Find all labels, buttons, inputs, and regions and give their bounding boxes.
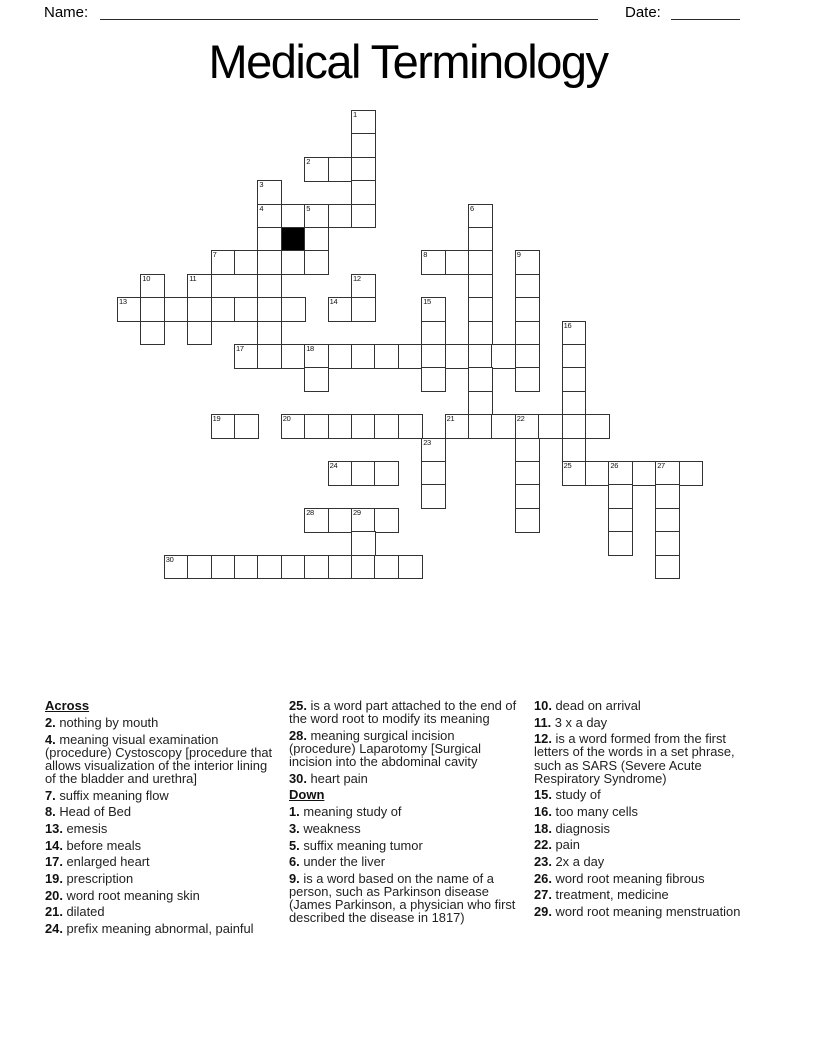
grid-cell[interactable] (351, 180, 376, 205)
grid-cell[interactable] (328, 461, 353, 486)
cell-number: 24 (329, 461, 338, 470)
grid-cell[interactable] (562, 367, 587, 392)
grid-cell[interactable] (281, 414, 306, 439)
clue-number: 12. (534, 731, 552, 747)
grid-cell[interactable] (421, 321, 446, 346)
grid-cell[interactable] (304, 157, 329, 182)
grid-cell[interactable] (421, 461, 446, 486)
grid-cell[interactable] (538, 414, 563, 439)
clue-item-20: 20. word root meaning skin (45, 887, 200, 903)
grid-cell[interactable] (304, 555, 329, 580)
grid-cell[interactable] (398, 344, 423, 369)
grid-cell[interactable] (234, 250, 259, 275)
grid-cell[interactable] (608, 461, 633, 486)
clue-list (45, 699, 771, 939)
clue-number: 16. (534, 804, 552, 820)
cell-number: 16 (563, 320, 572, 330)
grid-cell[interactable] (655, 555, 680, 580)
cell-number: 17 (236, 344, 244, 353)
grid-cell[interactable] (655, 531, 680, 556)
grid-cell[interactable] (281, 344, 306, 369)
grid-cell[interactable] (328, 508, 353, 533)
clue-number: 9. (289, 871, 300, 887)
grid-cell[interactable] (468, 391, 493, 416)
grid-cell[interactable] (374, 508, 399, 533)
grid-cell[interactable] (351, 555, 376, 580)
clue-number: 15. (534, 787, 552, 803)
grid-cell[interactable] (211, 555, 236, 580)
grid-cell[interactable] (608, 484, 633, 509)
grid-cell[interactable] (445, 250, 470, 275)
grid-cell[interactable] (468, 321, 493, 346)
clue-item-7: 7. suffix meaning flow (45, 787, 169, 803)
grid-cell[interactable] (515, 461, 540, 486)
grid-cell[interactable] (491, 344, 516, 369)
grid-cell[interactable] (562, 414, 587, 439)
grid-cell[interactable] (328, 297, 353, 322)
clue-number: 30. (289, 770, 307, 786)
grid-cell[interactable] (468, 344, 493, 369)
grid-cell[interactable] (328, 344, 353, 369)
clue-item-30: 30. heart pain (289, 770, 368, 786)
grid-cell[interactable] (351, 508, 376, 533)
cell-number: 8 (423, 250, 428, 260)
cell-number: 11 (189, 273, 197, 283)
grid-cell[interactable] (562, 321, 587, 346)
grid-cell[interactable] (421, 250, 446, 275)
grid-cell[interactable] (608, 531, 633, 556)
grid-cell[interactable] (421, 484, 446, 509)
clue-number: 24. (45, 921, 63, 937)
cell-number: 27 (657, 461, 665, 470)
clue-number: 28. (289, 727, 307, 743)
clue-column-3 (534, 699, 764, 939)
grid-cell[interactable] (257, 321, 282, 346)
grid-cell[interactable] (515, 250, 540, 275)
grid-cell[interactable] (515, 321, 540, 346)
cell-number: 3 (259, 180, 264, 190)
cell-number: 14 (329, 297, 338, 307)
grid-cell[interactable] (328, 414, 353, 439)
grid-cell[interactable] (655, 461, 680, 486)
grid-cell[interactable] (187, 555, 212, 580)
grid-cell[interactable] (515, 414, 540, 439)
clue-number: 21. (45, 904, 63, 920)
grid-cell[interactable] (468, 204, 493, 229)
grid-cell[interactable] (351, 157, 376, 182)
clue-item-13: 13. emesis (45, 821, 108, 837)
grid-cell[interactable] (351, 461, 376, 486)
clue-column-2 (289, 699, 523, 939)
grid-cell[interactable] (374, 461, 399, 486)
grid-cell[interactable] (445, 414, 470, 439)
grid-cell-black (281, 227, 306, 252)
grid-cell[interactable] (468, 227, 493, 252)
clue-item-10: 10. dead on arrival (534, 698, 641, 713)
grid-cell[interactable] (562, 461, 587, 486)
clue-number: 26. (534, 870, 552, 886)
grid-cell[interactable] (304, 250, 329, 275)
grid-cell[interactable] (608, 508, 633, 533)
cell-number: 26 (610, 461, 619, 470)
grid-cell[interactable] (374, 344, 399, 369)
grid-cell[interactable] (117, 297, 142, 322)
clue-number: 10. (534, 698, 552, 713)
clue-item-22: 22. pain (534, 837, 580, 853)
grid-cell[interactable] (187, 321, 212, 346)
grid-cell[interactable] (421, 438, 446, 463)
cell-number: 5 (306, 203, 311, 213)
grid-cell[interactable] (632, 461, 657, 486)
clue-item-4: 4. meaning visual examination (procedure) Cystoscopy [procedure that allows visualization of the interior lining of the bladder and urethra] (45, 731, 273, 786)
grid-cell[interactable] (304, 367, 329, 392)
grid-cell[interactable] (585, 414, 610, 439)
clue-number: 19. (45, 871, 63, 887)
clue-number: 8. (45, 804, 56, 820)
grid-cell[interactable] (351, 274, 376, 299)
grid-cell[interactable] (234, 297, 259, 322)
clue-item-28: 28. meaning surgical incision (procedure) Laparotomy [Surgical incision into the abdominal cavity (289, 727, 482, 769)
grid-cell[interactable] (351, 297, 376, 322)
clue-number: 2. (45, 715, 56, 730)
clue-item-27: 27. treatment, medicine (534, 887, 669, 903)
grid-cell[interactable] (351, 110, 376, 135)
clue-item-9: 9. is a word based on the name of a person, such as Parkinson disease (James Parkinson, a physician who first described the disease in 1817) (289, 871, 516, 926)
clue-number: 14. (45, 837, 63, 853)
grid-cell[interactable] (140, 274, 165, 299)
clue-item-11: 11. 3 x a day (534, 714, 608, 730)
cell-number: 2 (306, 156, 311, 166)
grid-cell[interactable] (562, 344, 587, 369)
grid-cell[interactable] (211, 250, 236, 275)
grid-cell[interactable] (421, 367, 446, 392)
cell-number: 7 (212, 250, 217, 260)
cell-number: 29 (353, 507, 361, 517)
grid-cell[interactable] (211, 297, 236, 322)
clue-column-1 (45, 699, 278, 939)
clue-number: 18. (534, 820, 552, 836)
clue-item-26: 26. word root meaning fibrous (534, 870, 705, 886)
grid-cell[interactable] (468, 250, 493, 275)
grid-cell[interactable] (468, 367, 493, 392)
cell-number: 6 (470, 203, 474, 213)
grid-cell[interactable] (351, 531, 376, 556)
clue-number: 13. (45, 821, 63, 837)
grid-cell[interactable] (491, 414, 516, 439)
grid-cell[interactable] (187, 274, 212, 299)
grid-cell[interactable] (421, 297, 446, 322)
grid-cell[interactable] (655, 484, 680, 509)
grid-cell[interactable] (374, 414, 399, 439)
cell-number: 25 (563, 461, 572, 470)
grid-cell[interactable] (164, 555, 189, 580)
cell-number: 23 (423, 437, 431, 447)
grid-cell[interactable] (351, 414, 376, 439)
clue-item-1: 1. meaning study of (289, 804, 402, 820)
grid-cell[interactable] (515, 438, 540, 463)
grid-cell[interactable] (445, 344, 470, 369)
cell-number: 18 (306, 344, 314, 353)
grid-cell[interactable] (515, 344, 540, 369)
grid-cell[interactable] (679, 461, 704, 486)
grid-cell[interactable] (515, 508, 540, 533)
grid-cell[interactable] (304, 227, 329, 252)
grid-cell[interactable] (257, 297, 282, 322)
clue-item-17: 17. enlarged heart (45, 854, 150, 870)
clue-number: 1. (289, 804, 300, 820)
clue-number: 5. (289, 837, 300, 853)
clue-item-21: 21. dilated (45, 904, 105, 920)
clue-item-19: 19. prescription (45, 871, 134, 887)
cell-number: 30 (165, 554, 174, 564)
clue-item-24: 24. prefix meaning abnormal, painful (45, 921, 254, 937)
date-label: Date: (625, 4, 661, 21)
grid-cell[interactable] (257, 274, 282, 299)
grid-cell[interactable] (257, 555, 282, 580)
clue-number: 7. (45, 787, 56, 803)
clue-item-29: 29. word root meaning menstruation (534, 904, 741, 920)
cell-number: 9 (516, 250, 521, 260)
grid-cell[interactable] (374, 555, 399, 580)
clue-section-header-across: Across (45, 698, 90, 713)
grid-cell[interactable] (234, 344, 259, 369)
grid-cell[interactable] (257, 227, 282, 252)
grid-cell[interactable] (281, 555, 306, 580)
clue-item-5: 5. suffix meaning tumor (289, 837, 423, 853)
grid-cell[interactable] (328, 157, 353, 182)
clue-number: 4. (45, 731, 56, 747)
grid-cell[interactable] (257, 250, 282, 275)
grid-cell[interactable] (398, 555, 423, 580)
cell-number: 10 (142, 273, 151, 283)
grid-cell[interactable] (257, 344, 282, 369)
name-label: Name: (44, 4, 89, 21)
clue-item-18: 18. diagnosis (534, 820, 610, 836)
cell-number: 21 (446, 414, 455, 424)
cell-number: 22 (516, 414, 525, 424)
grid-cell[interactable] (468, 414, 493, 439)
clue-item-12: 12. is a word formed from the first letters of the words in a set phrase, such as SARS (Severe Acute Respiratory Syndrome) (534, 731, 735, 786)
grid-cell[interactable] (281, 204, 306, 229)
clue-item-25: 25. is a word part attached to the end of the word root to modify its meaning (289, 698, 517, 727)
grid-cell[interactable] (140, 297, 165, 322)
clue-number: 27. (534, 887, 552, 903)
grid-cell[interactable] (515, 274, 540, 299)
grid-cell[interactable] (655, 508, 680, 533)
grid-cell[interactable] (234, 555, 259, 580)
grid-cell[interactable] (257, 180, 282, 205)
grid-cell[interactable] (515, 484, 540, 509)
grid-cell[interactable] (585, 461, 610, 486)
clue-number: 25. (289, 698, 307, 713)
grid-cell[interactable] (328, 555, 353, 580)
page-title: Medical Terminology (208, 35, 608, 88)
grid-cell[interactable] (421, 344, 446, 369)
grid-cell[interactable] (351, 204, 376, 229)
clue-item-16: 16. too many cells (534, 804, 638, 820)
grid-cell[interactable] (211, 414, 236, 439)
clue-number: 17. (45, 854, 63, 870)
clue-item-3: 3. weakness (289, 821, 361, 837)
clue-number: 22. (534, 837, 552, 853)
grid-cell[interactable] (351, 344, 376, 369)
grid-cell[interactable] (304, 204, 329, 229)
clue-item-14: 14. before meals (45, 837, 142, 853)
cell-number: 4 (259, 203, 264, 213)
grid-cell[interactable] (515, 297, 540, 322)
grid-cell[interactable] (234, 414, 259, 439)
grid-cell[interactable] (140, 321, 165, 346)
grid-cell[interactable] (562, 438, 587, 463)
clue-section-header-down: Down (289, 787, 325, 803)
grid-cell[interactable] (328, 204, 353, 229)
grid-cell[interactable] (515, 367, 540, 392)
grid-cell[interactable] (351, 133, 376, 158)
cell-number: 19 (212, 414, 221, 424)
clue-number: 6. (289, 854, 300, 870)
clue-number: 3. (289, 821, 300, 837)
clue-number: 23. (534, 854, 552, 870)
clue-number: 20. (45, 887, 63, 903)
cell-number: 13 (119, 297, 127, 307)
clue-item-15: 15. study of (534, 787, 601, 803)
grid-cell[interactable] (281, 250, 306, 275)
grid-cell[interactable] (304, 344, 329, 369)
grid-cell[interactable] (257, 204, 282, 229)
cell-number: 15 (423, 297, 431, 307)
grid-cell[interactable] (304, 414, 329, 439)
cell-number: 28 (306, 507, 314, 517)
cell-number: 12 (353, 273, 361, 283)
clue-number: 29. (534, 904, 552, 920)
grid-cell[interactable] (304, 508, 329, 533)
clue-item-2: 2. nothing by mouth (45, 715, 159, 730)
cell-number: 20 (282, 414, 291, 424)
grid-cell[interactable] (164, 297, 189, 322)
grid-cell[interactable] (187, 297, 212, 322)
cell-number: 1 (353, 110, 357, 119)
clue-item-8: 8. Head of Bed (45, 804, 132, 820)
grid-cell[interactable] (468, 274, 493, 299)
grid-cell[interactable] (398, 414, 423, 439)
clue-item-23: 23. 2x a day (534, 854, 605, 870)
clue-item-6: 6. under the liver (289, 854, 386, 870)
grid-cell[interactable] (468, 297, 493, 322)
grid-cell[interactable] (562, 391, 587, 416)
clue-number: 11. (534, 714, 552, 730)
grid-cell[interactable] (281, 297, 306, 322)
